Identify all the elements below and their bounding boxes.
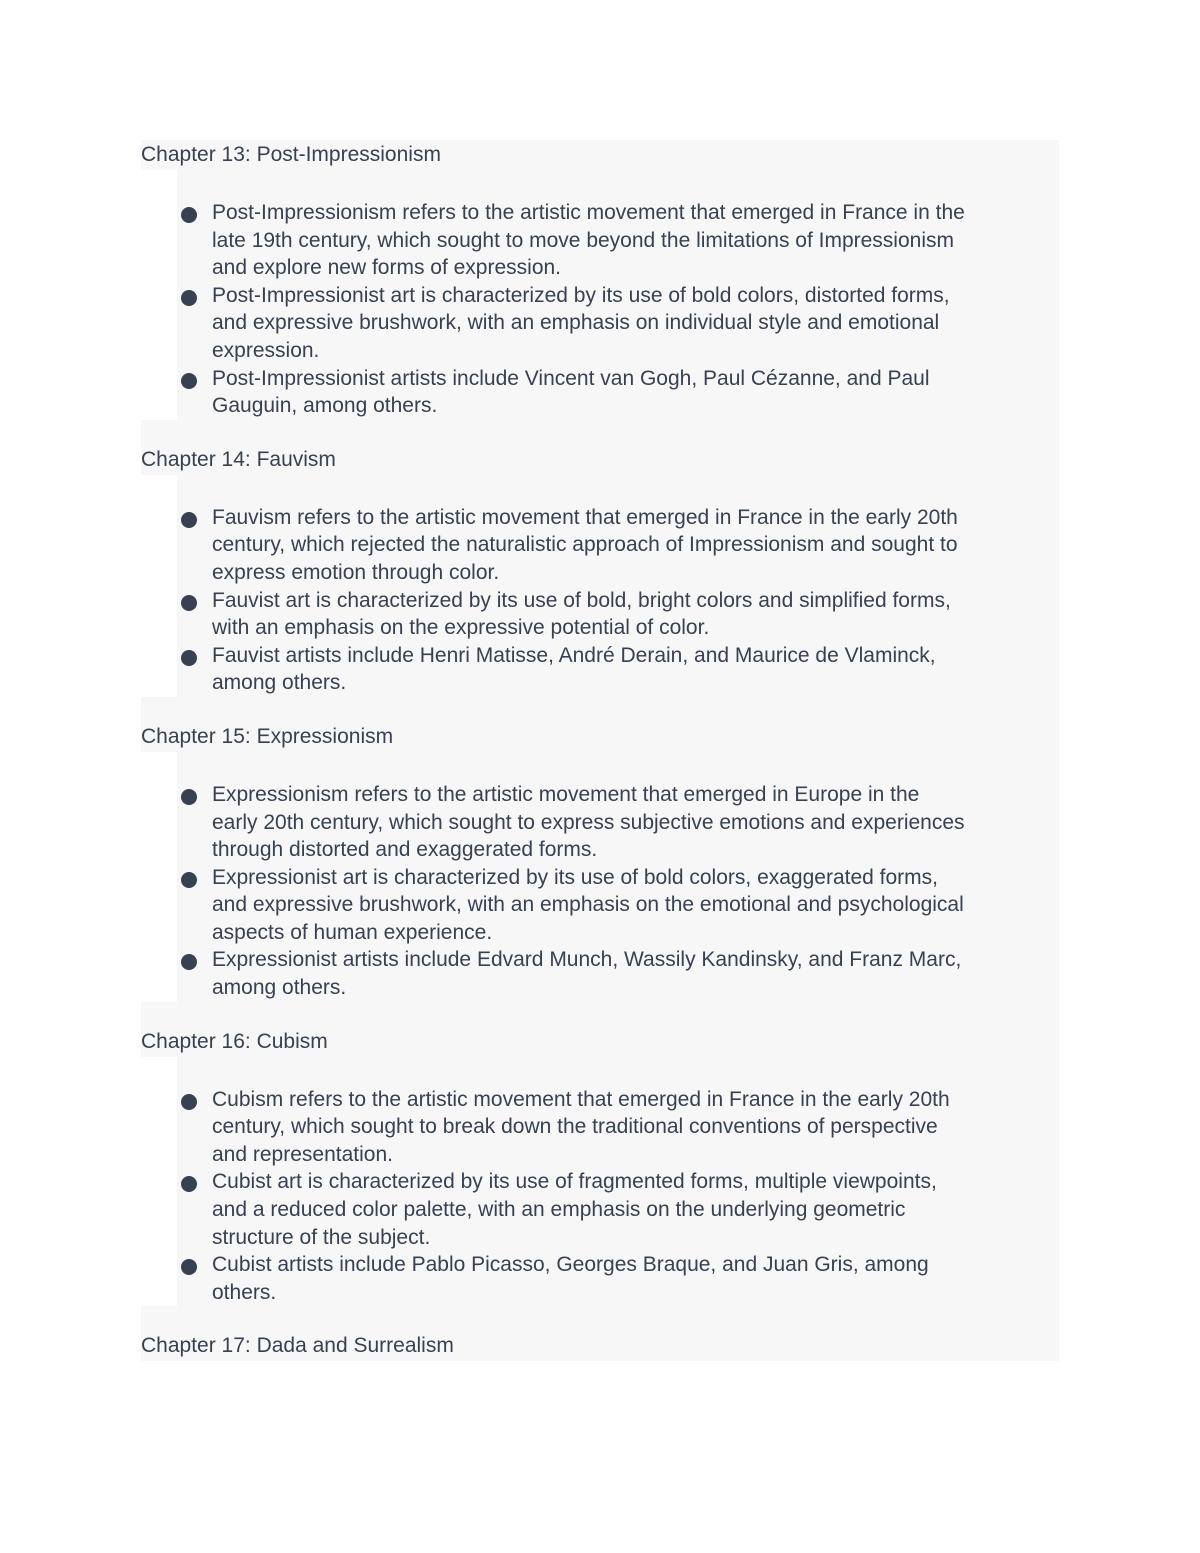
bullet-icon	[181, 789, 197, 805]
section-spacer	[177, 752, 1059, 781]
list-item	[177, 864, 1059, 947]
bullet-list	[141, 1086, 1059, 1307]
chapter-heading-block	[141, 1027, 1059, 1057]
list-item-text: Post-Impressionist artists include Vincent van Gogh, Paul Cézanne, and Paul Gauguin, among others.	[212, 366, 930, 418]
bullet-icon	[181, 954, 197, 970]
chapter-section	[141, 140, 1059, 445]
bullet-icon	[181, 1176, 197, 1192]
chapter-section	[141, 1027, 1059, 1332]
list-item	[177, 365, 1059, 420]
chapter-section	[141, 722, 1059, 1027]
list-item-text: Cubist artists include Pablo Picasso, Georges Braque, and Juan Gris, among others.	[212, 1253, 929, 1304]
bullet-list	[141, 504, 1059, 697]
list-item	[177, 1086, 1059, 1169]
bullet-icon	[181, 373, 197, 389]
bullet-list	[141, 781, 1059, 1002]
section-gap	[141, 697, 1059, 722]
section-spacer	[177, 475, 1059, 504]
list-item-text: Post-Impressionist art is characterized by its use of bold colors, distorted forms, and expressive brushwork, with an emphasis on individual style and emotional expression.	[212, 283, 950, 362]
bullet-icon	[181, 207, 197, 223]
document-content	[141, 140, 1059, 1361]
bullet-icon	[181, 650, 197, 666]
chapter-heading: Chapter 15: Expressionism	[141, 723, 1059, 751]
bullet-list	[141, 199, 1059, 420]
chapter-heading: Chapter 14: Fauvism	[141, 446, 1059, 474]
bullet-icon	[181, 512, 197, 528]
list-item	[177, 1168, 1059, 1251]
section-spacer	[177, 1057, 1059, 1086]
bullet-icon	[181, 1094, 197, 1110]
chapter-heading: Chapter 13: Post-Impressionism	[141, 141, 1059, 169]
chapter-heading-block	[141, 722, 1059, 752]
list-item-text: Post-Impressionism refers to the artistic movement that emerged in France in the late 19th century, which sought to move beyond the limitations of Impressionism and explore new forms of expression.	[212, 201, 965, 280]
list-item-text: Fauvist art is characterized by its use of bold, bright colors and simplified forms, with an emphasis on the expressive potential of color.	[212, 588, 951, 640]
list-item-text: Fauvist artists include Henri Matisse, André Derain, and Maurice de Vlaminck, among others.	[212, 643, 936, 695]
list-item	[177, 504, 1059, 587]
list-item-text: Expressionist artists include Edvard Munch, Wassily Kandinsky, and Franz Marc, among others.	[212, 948, 962, 1000]
list-item-text: Cubist art is characterized by its use of fragmented forms, multiple viewpoints, and a reduced color palette, with an emphasis on the underlying geometric structure of the subject.	[212, 1170, 937, 1249]
section-gap	[141, 420, 1059, 445]
list-item	[177, 781, 1059, 864]
list-item-text: Expressionist art is characterized by its use of bold colors, exaggerated forms, and expressive brushwork, with an emphasis on the emotional and psychological aspects of human experience.	[212, 865, 964, 944]
list-item-text: Cubism refers to the artistic movement that emerged in France in the early 20th century, which sought to break down the traditional conventions of perspective and representation.	[212, 1087, 950, 1166]
list-item	[177, 642, 1059, 697]
chapter-heading-block	[141, 140, 1059, 170]
list-item	[177, 587, 1059, 642]
section-gap	[141, 1002, 1059, 1027]
list-item	[177, 1251, 1059, 1306]
list-item-text: Fauvism refers to the artistic movement that emerged in France in the early 20th century, which rejected the naturalistic approach of Impressionism and sought to express emotion through color.	[212, 505, 958, 584]
list-item	[177, 282, 1059, 365]
bullet-icon	[181, 290, 197, 306]
list-item	[177, 199, 1059, 282]
chapter-section	[141, 445, 1059, 722]
section-gap	[141, 1306, 1059, 1331]
bullet-icon	[181, 1259, 197, 1275]
list-item-text: Expressionism refers to the artistic movement that emerged in Europe in the early 20th century, which sought to express subjective emotions and experiences through distorted and exaggerated forms.	[212, 782, 965, 862]
section-spacer	[177, 170, 1059, 199]
chapter-heading: Chapter 16: Cubism	[141, 1028, 1059, 1056]
list-item	[177, 946, 1059, 1001]
chapter-heading: Chapter 17: Dada and Surrealism	[141, 1332, 1059, 1360]
bullet-icon	[181, 872, 197, 888]
chapter-section	[141, 1331, 1059, 1361]
chapter-heading-block	[141, 1331, 1059, 1361]
chapter-heading-block	[141, 445, 1059, 475]
bullet-icon	[181, 595, 197, 611]
